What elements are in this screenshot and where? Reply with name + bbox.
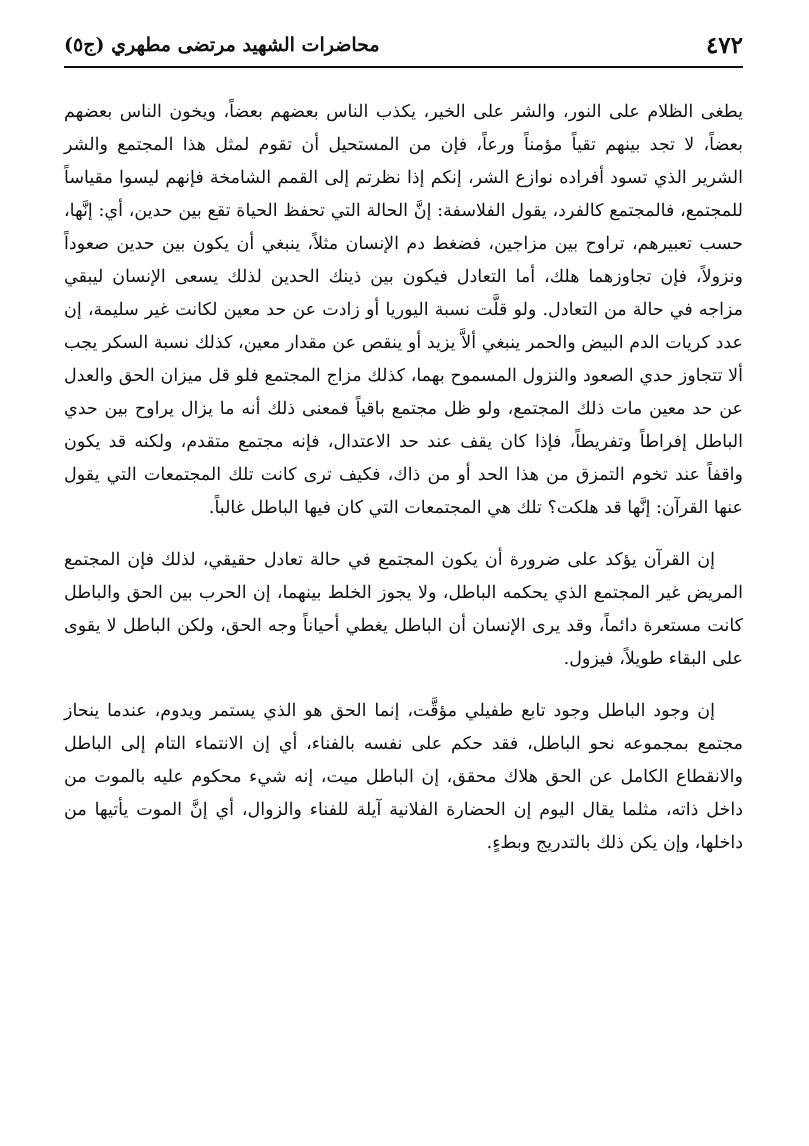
paragraph-3: إن وجود الباطل وجود تابع طفيلي مؤقَّت، إنما الحق هو الذي يستمر ويدوم، عندما ينحاز مجتمع بمجموعه نحو الباطل، فقد حكم على نفسه بالفناء، أي إن الانتماء التام إلى الباطل والانقطاع الكامل عن الحق هلاك محقق، إن الباطل ميت، إنه شيء محكوم عليه بالموت من داخل ذاته، مثلما يقال اليوم إن الحضارة الفلانية آيلة للفناء والزوال، أي إنَّ الموت يأتيها من داخلها، وإن يكن ذلك بالتدريج وبطءٍ. <box>64 701 743 853</box>
paragraph-1: يطغى الظلام على النور، والشر على الخير، يكذب الناس بعضهم بعضاً، ويخون الناس بعضهم بعضاً، لا تجد بينهم تقياً مؤمناً ورعاً، فإن من المستحيل أن تقوم لمثل هذا المجتمع والشر الشرير الذي تسود أفراده نوازع الشر، إنكم إذا نظرتم إلى القمم الشامخة فإنهم ليسوا مقياساً للمجتمع، فالمجتمع كالفرد، يقول الفلاسفة: إنَّ الحالة التي تحفظ الحياة تقع بين حدين، أي: إنَّها، حسب تعبيرهم، تراوح بين مزاجين، فضغط دم الإنسان مثلاً، ينبغي أن يكون بين حدين صعوداً ونزولاً، فإن تجاوزهما هلك، أما التعادل فيكون بين ذينك الحدين لذلك يسعى الإنسان ليبقي مزاجه في حالة من التعادل. ولو قلَّت نسبة اليوريا أو زادت عن حد معين لكانت غير سليمة، إن عدد كريات الدم البيض والحمر ينبغي ألاَّ يزيد أو ينقص عن مقدار معين، كذلك نسبة السكر يجب ألا تتجاوز حدي الصعود والنزول المسموح بهما، كذلك مزاج المجتمع فلو قل ميزان الحق والعدل عن حد معين مات ذلك المجتمع، ولو ظل مجتمع باقياً فمعنى ذلك أنه ما يزال يراوح بين حدي الباطل إفراطاً وتفريطاً، فإذا كان يقف عند حد الاعتدال، فإنه مجتمع متقدم، ولكنه قد يكون واقفاً عند تخوم التمزق من هذا الحد أو من ذاك، فكيف ترى كانت تلك المجتمعات التي يقول عنها القرآن: إنَّها قد هلكت؟ تلك هي المجتمعات التي كان فيها الباطل غالباً. <box>64 102 743 518</box>
paragraph-2: إن القرآن يؤكد على ضرورة أن يكون المجتمع في حالة تعادل حقيقي، لذلك فإن المجتمع المريض غير المجتمع الذي يحكمه الباطل، ولا يجوز الخلط بينهما، إن الحرب بين الحق والباطل كانت مستعرة دائماً، وقد يرى الإنسان أن الباطل يغطي أحياناً وجه الحق، ولكن الباطل لا يقوى على البقاء طويلاً، فيزول. <box>64 550 743 669</box>
page-header <box>64 28 743 62</box>
header-divider <box>64 66 743 68</box>
running-title: محاضرات الشهيد مرتضى مطهري (ج٥) <box>64 34 380 56</box>
body-text <box>64 96 743 860</box>
page-number: ٤٧٢ <box>705 31 743 59</box>
